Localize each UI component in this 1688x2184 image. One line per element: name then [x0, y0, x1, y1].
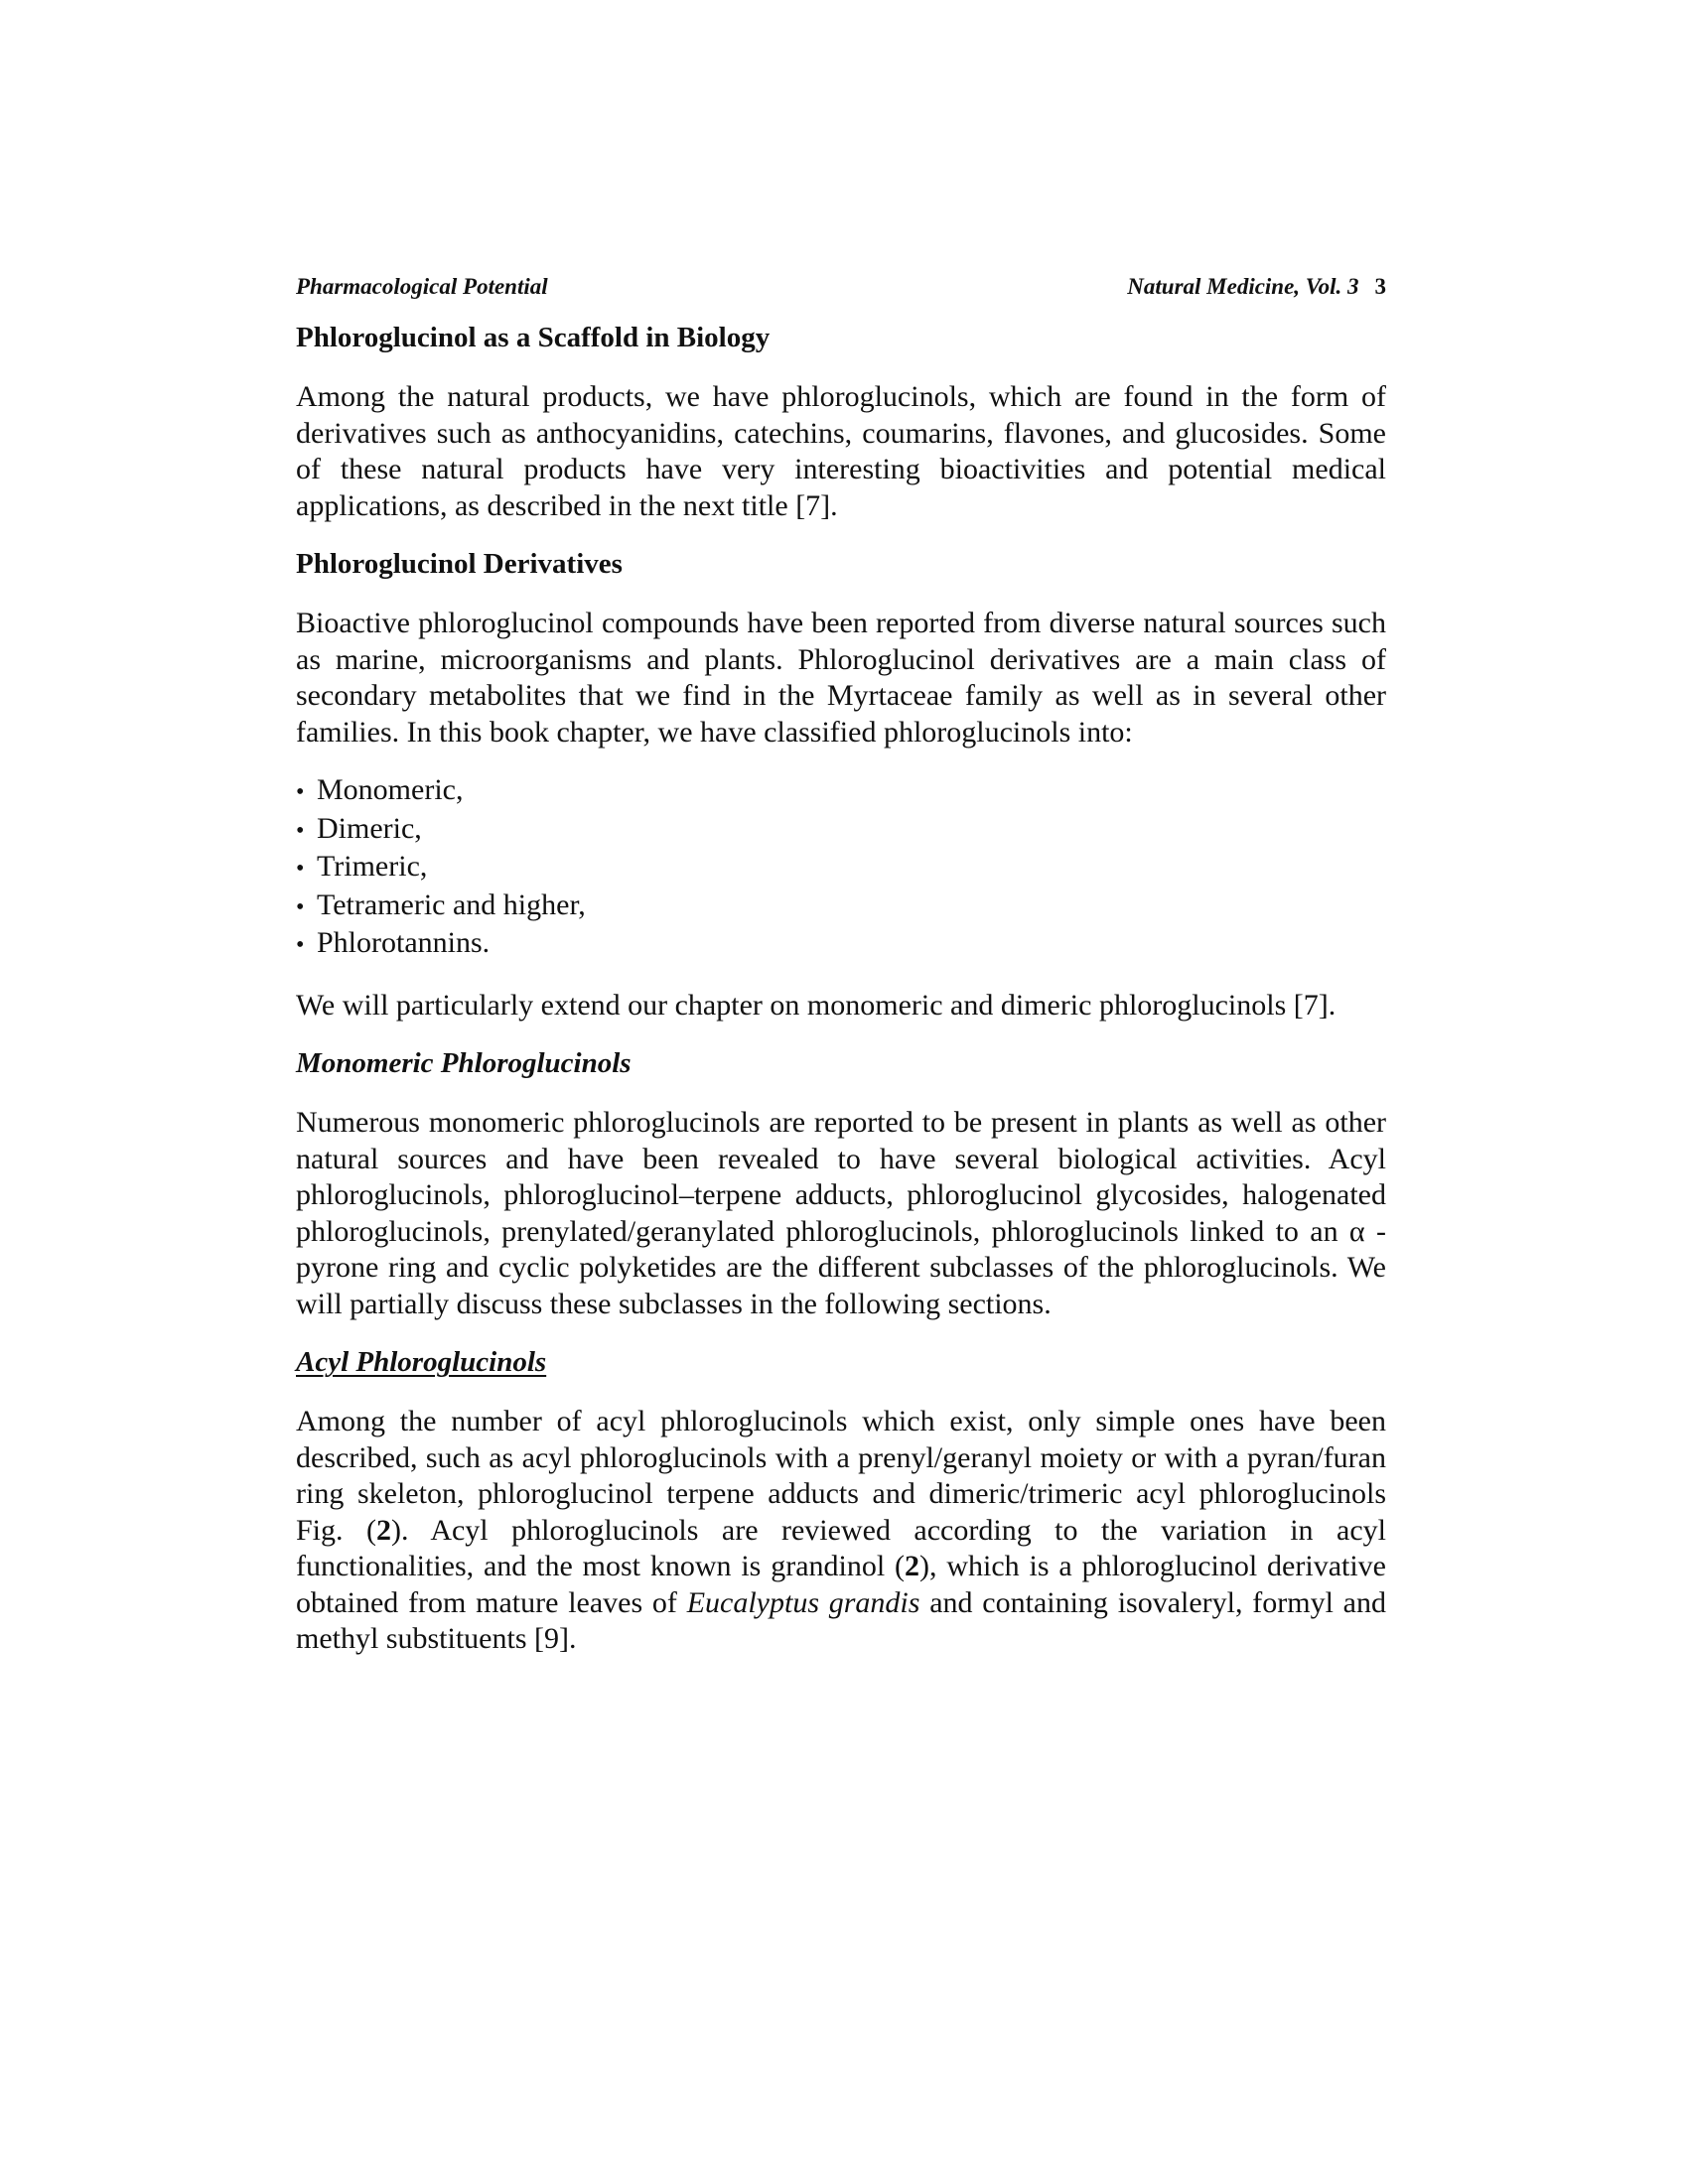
species-name: Eucalyptus grandis — [686, 1585, 920, 1619]
running-header — [296, 270, 1386, 304]
compound-reference: 2 — [905, 1550, 920, 1582]
bullet-icon: • — [296, 856, 305, 882]
page-number: 3 — [1374, 274, 1386, 299]
bullet-icon: • — [296, 893, 305, 920]
section-heading-scaffold: Phloroglucinol as a Scaffold in Biology — [296, 322, 771, 353]
bullet-icon: • — [296, 817, 305, 844]
document-page — [296, 270, 1386, 1658]
bullet-icon: • — [296, 932, 305, 958]
paragraph-derivatives: Bioactive phloroglucinol compounds have been reported from diverse natural sources such as marine, microorganisms and plants. Phloroglucinol derivatives are a main class of secondary metabolites that we find in the Myrtaceae family as well as in several other families. In this book chapter, we have classified phloroglucinols into: — [296, 607, 1386, 749]
running-header-title: Pharmacological Potential — [296, 274, 548, 299]
classification-list — [296, 772, 1386, 964]
paragraph-scaffold: Among the natural products, we have phloroglucinols, which are found in the form of derivatives such as anthocyanidins, catechins, coumarins, flavones, and glucosides. Some of these natural products have very interesting bioactivities and potential medical applications, as described in the next title [7]. — [296, 380, 1386, 522]
paragraph-acyl: Among the number of acyl phloroglucinols which exist, only simple ones have been described, such as acyl phloroglucinols with a prenyl/geranyl moiety or with a pyran/furan ring skeleton, phloroglucinol terpene adducts and dimeric/trimeric acyl phloroglucinols Fig. (2). Acyl phloroglucinols are reviewed according to the variation in acyl functionalities, and the most known is grandinol (2), which is a phloroglucinol derivative obtained from mature leaves of Eucalyptus grandis and containing isovaleryl, formyl and methyl substituents [9]. — [296, 1405, 1387, 1655]
list-item: • Monomeric, — [296, 772, 1386, 811]
list-item: • Dimeric, — [296, 811, 1386, 850]
subsubsection-heading-acyl: Acyl Phloroglucinols — [296, 1346, 547, 1378]
running-header-right — [1127, 270, 1386, 304]
bullet-icon: • — [296, 779, 305, 805]
list-item: • Tetrameric and higher, — [296, 887, 1386, 926]
paragraph-monomeric: Numerous monomeric phloroglucinols are reported to be present in plants as well as other natural sources and have been revealed to have several biological activities. Acyl phloroglucinols, phloroglucinol–terpene adducts, phloroglucinol glycosides, halogenated phloroglucinols, prenylated/geranylated phloroglucinols, phloroglucinols linked to an α -pyrone ring and cyclic polyketides are the different subclasses of the phloroglucinols. We will partially discuss these subclasses in the following sections. — [296, 1106, 1386, 1320]
paragraph-derivatives-closing: We will particularly extend our chapter on monomeric and dimeric phloroglucinols [7]. — [296, 988, 1336, 1022]
section-heading-derivatives: Phloroglucinol Derivatives — [296, 548, 623, 580]
figure-reference: 2 — [376, 1513, 391, 1547]
list-item: • Phlorotannins. — [296, 925, 1386, 964]
journal-volume: Natural Medicine, Vol. 3 — [1127, 274, 1359, 299]
subsection-heading-monomeric: Monomeric Phloroglucinols — [296, 1047, 632, 1079]
list-item: • Trimeric, — [296, 849, 1386, 887]
